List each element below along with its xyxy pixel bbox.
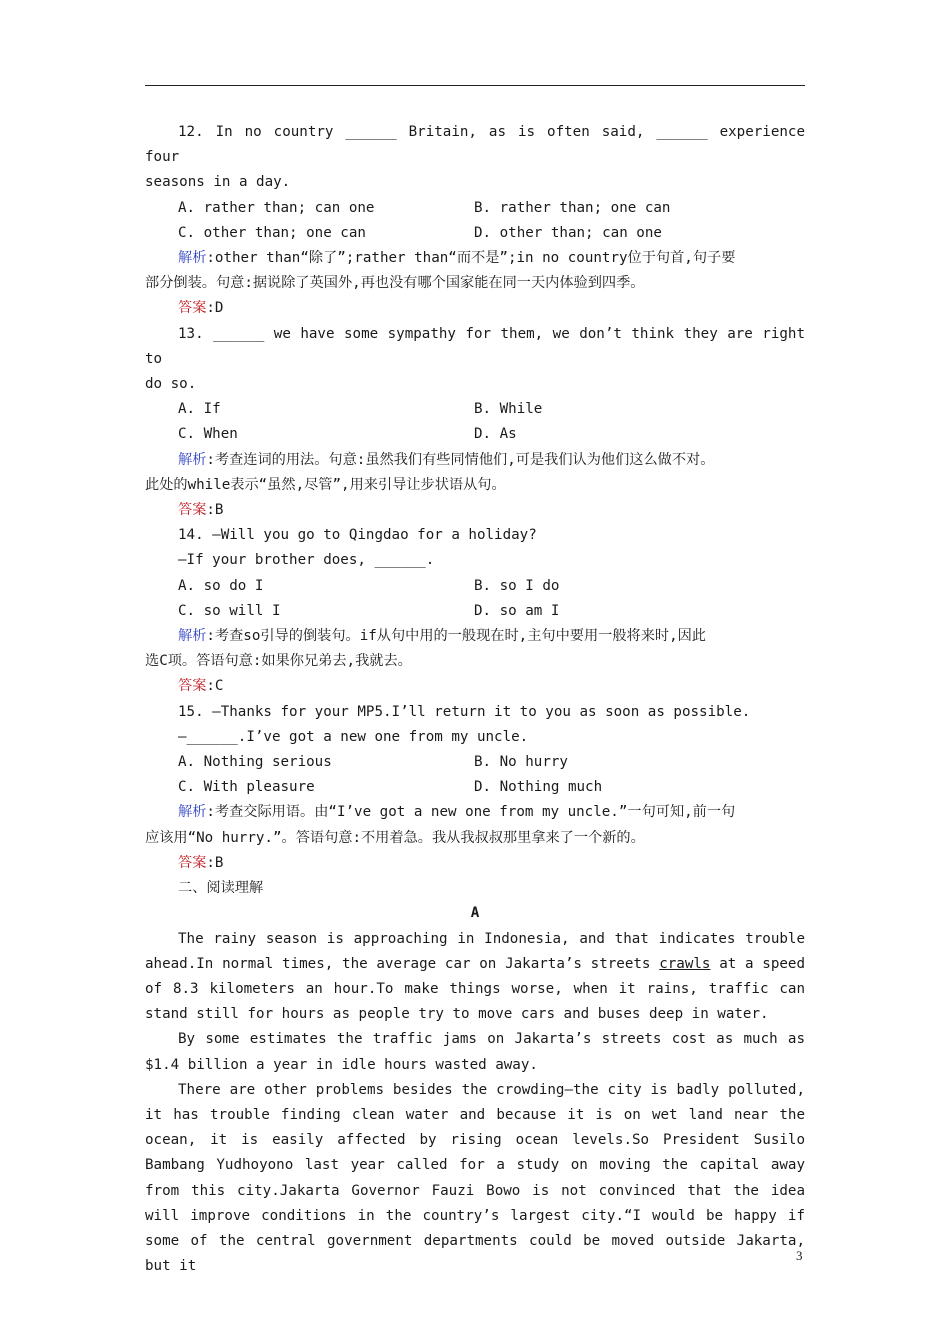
q12-stem: 12. In no country ______ Britain, as is often said, ______ experience four [145, 124, 805, 166]
page-number: 3 [796, 1248, 803, 1263]
answer-value: :B [206, 502, 224, 519]
option-a: A. so do I [178, 577, 264, 594]
q15-stem-cont: —______.I’ve got a new one from my uncle. [178, 728, 529, 745]
option-a: A. Nothing serious [178, 754, 332, 771]
q12-explanation [145, 246, 805, 271]
option-c: C. other than; one can [178, 224, 366, 241]
explanation-label: 解析 [178, 804, 207, 821]
explanation-label: 解析 [178, 628, 207, 645]
q14-answer [145, 674, 805, 699]
answer-label: 答案 [178, 678, 207, 695]
paragraph-text: at a speed of 8.3 kilometers an hour.To make things worse, when it rains, traffic can stand still for hours as people try to move cars and buses deep in water. [145, 955, 805, 1023]
passage-paragraph-2: By some estimates the traffic jams on Jakarta’s streets cost as much as $1.4 billion a year in idle hours wasted away. [145, 1031, 805, 1073]
option-a: A. If [178, 401, 221, 418]
explanation-label: 解析 [178, 250, 207, 267]
q12-options-row1 [145, 196, 805, 221]
option-c: C. When [178, 426, 238, 443]
q15-options-row2 [145, 775, 805, 800]
q13-explanation [145, 448, 805, 473]
q14-stem: 14. —Will you go to Qingdao for a holiday? [178, 527, 537, 544]
explanation-text: :考查so引导的倒装句。if从句中用的一般现在时,主句中要用一般将来时,因此 [206, 628, 706, 645]
explanation-text: :考查交际用语。由“I’ve got a new one from my uncle.”一句可知,前一句 [206, 804, 736, 821]
answer-label: 答案 [178, 854, 207, 871]
passage-title: A [470, 905, 480, 922]
option-d: D. As [474, 426, 517, 443]
answer-value: :C [206, 678, 224, 695]
answer-value: :D [206, 300, 224, 317]
q14-explanation [145, 624, 805, 649]
answer-value: :B [206, 854, 224, 871]
option-c: C. so will I [178, 602, 281, 619]
section-title: 二、阅读理解 [178, 880, 264, 897]
q14-explanation-cont: 选C项。答语句意:如果你兄弟去,我就去。 [145, 653, 412, 670]
q14-stem-cont: —If your brother does, ______. [178, 552, 435, 569]
explanation-text: :考查连词的用法。句意:虽然我们有些同情他们,可是我们认为他们这么做不对。 [206, 451, 715, 468]
q12-answer [145, 296, 805, 321]
option-b: B. so I do [474, 577, 560, 594]
q13-options-row2 [145, 422, 805, 447]
q12-options-row2 [145, 221, 805, 246]
q15-stem: 15. —Thanks for your MP5.I’ll return it to you as soon as possible. [178, 703, 751, 720]
q15-explanation-cont: 应该用“No hurry.”。答语句意:不用着急。我从我叔叔那里拿来了一个新的。 [145, 829, 645, 846]
q15-answer [145, 851, 805, 876]
page-content [145, 120, 805, 1279]
option-c: C. With pleasure [178, 779, 315, 796]
q15-options-row1 [145, 750, 805, 775]
q14-options-row1 [145, 574, 805, 599]
paragraph-text: The rainy season is approaching in Indonesia, and that indicates trouble ahead.In normal times, the average car on Jakarta’s streets [145, 930, 805, 972]
q15-explanation [145, 800, 805, 825]
option-b: B. While [474, 401, 543, 418]
q13-explanation-cont: 此处的while表示“虽然,尽管”,用来引导让步状语从句。 [145, 476, 506, 493]
option-a: A. rather than; can one [178, 199, 375, 216]
answer-label: 答案 [178, 502, 207, 519]
option-d: D. other than; can one [474, 224, 662, 241]
option-d: D. Nothing much [474, 779, 603, 796]
option-b: B. rather than; one can [474, 199, 671, 216]
underlined-word: crawls [659, 955, 711, 972]
q13-options-row1 [145, 397, 805, 422]
header-rule [145, 85, 805, 86]
passage-paragraph-1 [145, 927, 805, 1028]
q13-stem: 13. ______ we have some sympathy for them, we don’t think they are right to [145, 325, 805, 367]
explanation-label: 解析 [178, 451, 207, 468]
option-b: B. No hurry [474, 754, 568, 771]
passage-paragraph-3: There are other problems besides the crowding—the city is badly polluted, it has trouble finding clean water and because it is on wet land near the ocean, it is easily affected by rising ocean levels.So President Susilo Bambang Yudhoyono last year called for a study on moving the capital away from this city.Jakarta Governor Fauzi Bowo is not convinced that the idea will improve conditions in the country’s largest city.“I would be happy if some of the central government departments could be moved outside Jakarta, but it [145, 1081, 805, 1275]
answer-label: 答案 [178, 300, 207, 317]
option-d: D. so am I [474, 602, 560, 619]
explanation-text: :other than“除了”;rather than“而不是”;in no country位于句首,句子要 [206, 250, 736, 267]
q12-explanation-cont: 部分倒装。句意:据说除了英国外,再也没有哪个国家能在同一天内体验到四季。 [145, 275, 645, 292]
q14-options-row2 [145, 599, 805, 624]
q13-answer [145, 498, 805, 523]
q12-stem-cont: seasons in a day. [145, 174, 291, 191]
q13-stem-cont: do so. [145, 376, 197, 393]
